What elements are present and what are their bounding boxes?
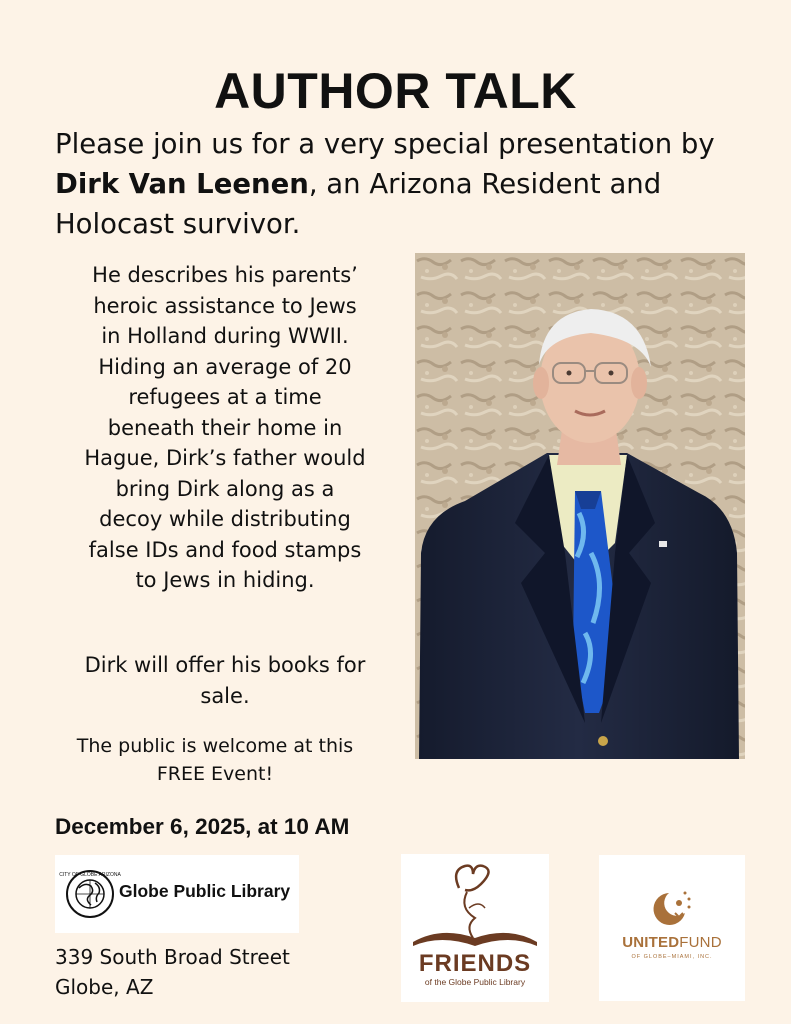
description-line: to Jews in hiding.: [135, 568, 315, 592]
description-line: He describes his parents’: [92, 263, 358, 287]
books-line: Dirk will offer his books for: [84, 653, 366, 677]
description-line: heroic assistance to Jews: [93, 293, 357, 318]
united-fund-name: [599, 934, 745, 951]
address-line: Globe, AZ: [55, 975, 154, 999]
united-fund-name-bold: UNITED: [622, 934, 680, 951]
library-name: Globe Public Library: [119, 881, 291, 901]
description-line: Hague, Dirk’s father would: [84, 446, 366, 470]
friends-library-logo: [401, 854, 549, 1002]
united-fund-emblem-icon: [599, 855, 745, 935]
speaker-description: [60, 260, 390, 596]
event-title: AUTHOR TALK: [214, 63, 577, 119]
seal-text: CITY OF GLOBE ARIZONA: [59, 872, 121, 878]
united-fund-name-rest: FUND: [679, 934, 722, 951]
description-line: decoy while distributing: [99, 507, 351, 531]
event-address: [55, 942, 290, 1002]
books-note: [60, 650, 390, 711]
book-heart-icon: [401, 854, 549, 954]
description-line: Hiding an average of 20: [98, 354, 352, 379]
description-line: refugees at a time: [128, 385, 322, 409]
public-line: FREE Event!: [156, 763, 274, 785]
friends-subtitle: of the Globe Public Library: [424, 977, 526, 987]
address-line: 339 South Broad Street: [55, 945, 290, 969]
public-line: The public is welcome at this: [76, 735, 354, 757]
description-line: false IDs and food stamps: [88, 537, 362, 562]
books-line: sale.: [200, 683, 250, 708]
description-line: in Holland during WWII.: [101, 324, 349, 348]
event-date: December 6, 2025, at 10 AM: [55, 814, 350, 839]
speaker-photo: [415, 253, 745, 759]
intro-paragraph: [55, 124, 755, 244]
public-note: [50, 732, 380, 788]
intro-text-before: Please join us for a very special presentation by: [55, 128, 715, 160]
friends-word: FRIENDS: [418, 950, 532, 977]
intro-text-after: , an Arizona Resident and Holocast survivor.: [55, 168, 662, 240]
city-seal-icon: [59, 866, 121, 922]
speaker-name: Dirk Van Leenen: [55, 168, 309, 200]
description-line: bring Dirk along as a: [115, 476, 335, 501]
globe-library-logo: [55, 855, 299, 933]
description-line: beneath their home in: [107, 415, 343, 440]
united-fund-logo: [599, 855, 745, 1001]
united-fund-subtitle: OF GLOBE–MIAMI, INC.: [631, 954, 713, 960]
